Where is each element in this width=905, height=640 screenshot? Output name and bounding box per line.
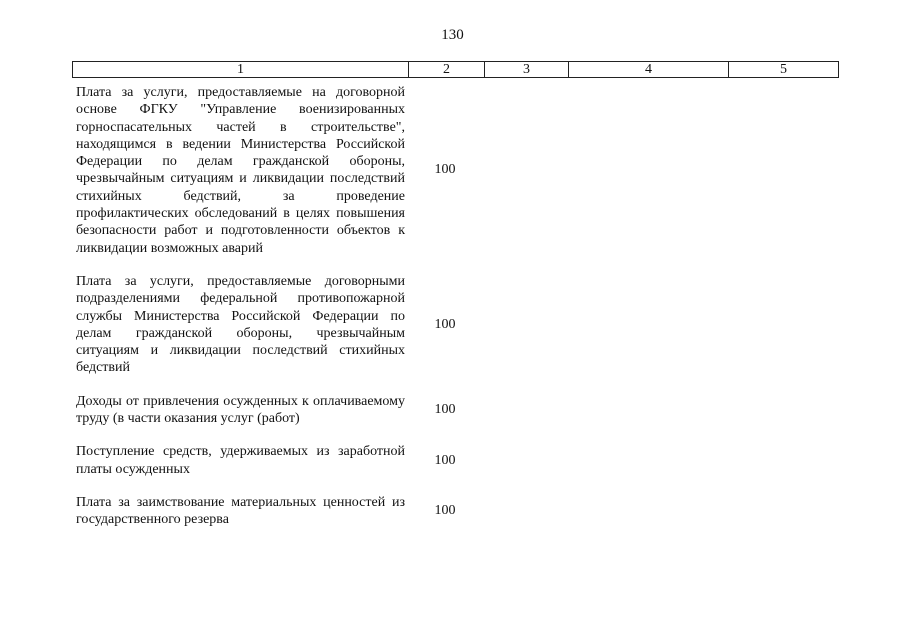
row-description: Поступление средств, удерживаемых из заработной платы осужденных xyxy=(76,444,405,477)
table-row xyxy=(76,443,485,478)
table-body xyxy=(76,84,485,529)
column-header-1: 1 xyxy=(73,62,409,78)
row-description: Плата за услуги, предоставляемые на договорной основе ФГКУ "Управление военизированных горноспасательных частей в строительстве", находящимся в ведении Министерства Российской Федерации по делам гражданской обороны, чрезвычайным ситуациям и ликвидации последствий стихийных бедствий, за проведение профилактических обследований в целях повышения безопасности работ и подготовленности объектов к ликвидации возможных аварий xyxy=(76,85,405,256)
table-row xyxy=(76,393,485,428)
column-header-row xyxy=(73,62,839,78)
page-number: 130 xyxy=(441,27,464,43)
table-row xyxy=(76,84,485,257)
row-value: 100 xyxy=(434,316,456,332)
row-value: 100 xyxy=(434,452,456,468)
column-header-5: 5 xyxy=(729,62,839,78)
row-value: 100 xyxy=(434,503,456,519)
table-row xyxy=(76,273,485,377)
column-header-3: 3 xyxy=(485,62,569,78)
table-row xyxy=(76,494,485,529)
row-description: Плата за заимствование материальных ценностей из государственного резерва xyxy=(76,494,405,528)
column-header-table xyxy=(72,61,839,78)
row-description: Плата за услуги, предоставляемые договорными подразделениями федеральной противопожарной службы Министерства Российской Федерации по делам гражданской обороны, чрезвычайным ситуациям и ликвидации последствий стихийных бедствий xyxy=(76,273,405,376)
column-header-4: 4 xyxy=(569,62,729,78)
row-description: Доходы от привлечения осужденных к оплачиваемому труду (в части оказания услуг (работ) xyxy=(76,393,405,427)
row-value: 100 xyxy=(434,402,456,418)
column-header-2: 2 xyxy=(409,62,485,78)
row-value: 100 xyxy=(434,162,456,178)
